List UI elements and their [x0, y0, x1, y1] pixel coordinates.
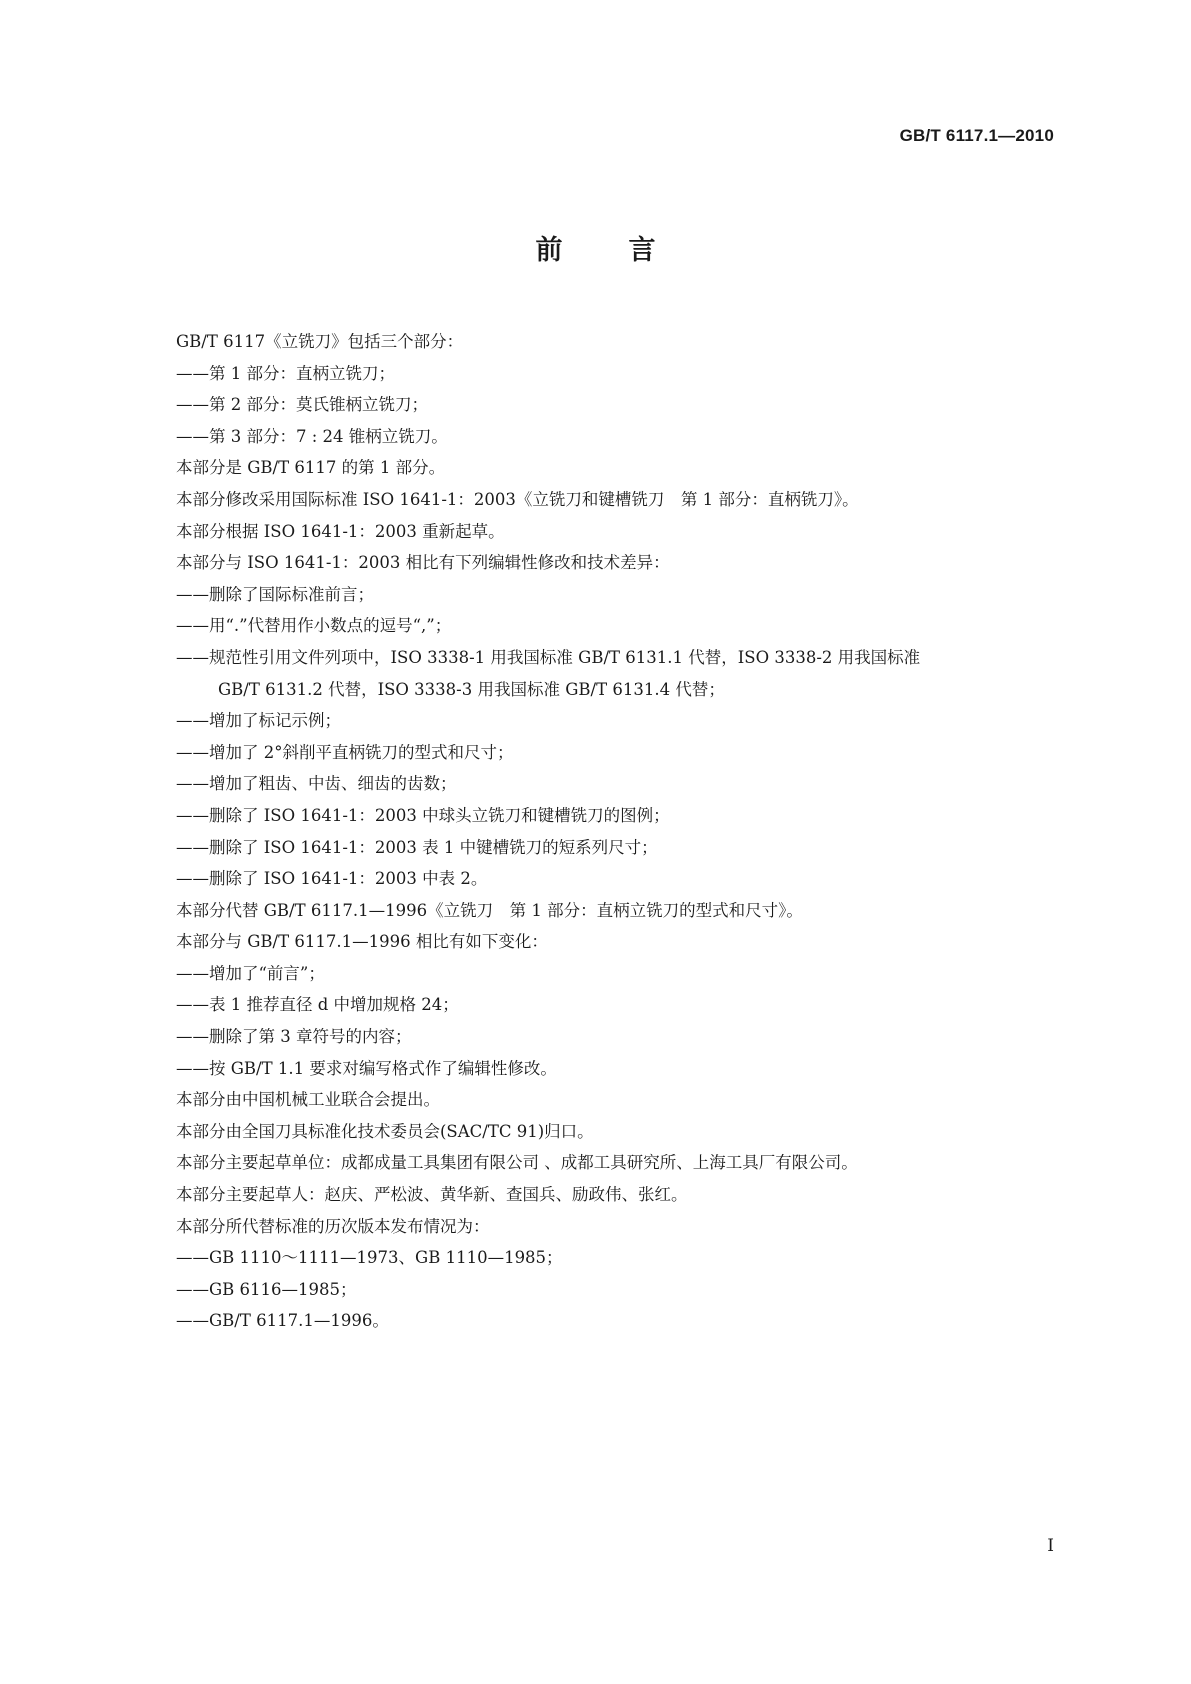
list-item: ——增加了 2°斜削平直柄铣刀的型式和尺寸； — [176, 742, 514, 762]
list-item: ——GB 6116—1985； — [176, 1279, 357, 1299]
list-item: ——增加了“前言”； — [176, 963, 325, 983]
paragraph: 本部分根据 ISO 1641-1：2003 重新起草。 — [176, 521, 505, 541]
list-item: ——删除了第 3 章符号的内容； — [176, 1027, 412, 1047]
list-item: ——删除了国际标准前言； — [176, 584, 374, 604]
paragraph: 本部分主要起草人：赵庆、严松波、黄华新、查国兵、励政伟、张红。 — [176, 1185, 688, 1205]
list-item: ——规范性引用文件列项中，ISO 3338-1 用我国标准 GB/T 6131.1 代替，ISO 3338-2 用我国标准 — [176, 647, 921, 667]
list-item: ——第 1 部分：直柄立铣刀； — [176, 363, 395, 383]
list-item: ——GB/T 6117.1—1996。 — [176, 1311, 389, 1331]
paragraph: 本部分与 ISO 1641-1：2003 相比有下列编辑性修改和技术差异： — [176, 553, 670, 573]
foreword-body — [176, 326, 1056, 1337]
list-item: ——增加了标记示例； — [176, 711, 341, 731]
paragraph: 本部分是 GB/T 6117 的第 1 部分。 — [176, 458, 446, 478]
paragraph: 本部分代替 GB/T 6117.1—1996《立铣刀 第 1 部分：直柄立铣刀的型式和尺寸》。 — [176, 900, 803, 920]
paragraph: 本部分由全国刀具标准化技术委员会(SAC/TC 91)归口。 — [176, 1121, 594, 1141]
page-number: I — [1047, 1536, 1054, 1556]
paragraph: 本部分与 GB/T 6117.1—1996 相比有如下变化： — [176, 932, 548, 952]
list-item: ——第 2 部分：莫氏锥柄立铣刀； — [176, 395, 428, 415]
list-item: ——删除了 ISO 1641-1：2003 表 1 中键槽铣刀的短系列尺寸； — [176, 837, 658, 857]
paragraph: 本部分修改采用国际标准 ISO 1641-1：2003《立铣刀和键槽铣刀 第 1 部分：直柄铣刀》。 — [176, 489, 859, 509]
paragraph: GB/T 6117《立铣刀》包括三个部分： — [176, 332, 464, 351]
list-item: ——表 1 推荐直径 d 中增加规格 24； — [176, 995, 459, 1015]
standard-code: GB/T 6117.1—2010 — [899, 126, 1054, 145]
list-item: ——增加了粗齿、中齿、细齿的齿数； — [176, 774, 457, 794]
list-item-continuation: GB/T 6131.2 代替，ISO 3338-3 用我国标准 GB/T 6131.4 代替； — [218, 679, 725, 699]
paragraph: 本部分所代替标准的历次版本发布情况为： — [176, 1216, 490, 1236]
list-item: ——按 GB/T 1.1 要求对编写格式作了编辑性修改。 — [176, 1058, 557, 1078]
list-item: ——用“.”代替用作小数点的逗号“,”； — [176, 616, 452, 636]
paragraph: 本部分由中国机械工业联合会提出。 — [176, 1090, 440, 1110]
list-item: ——第 3 部分：7 : 24 锥柄立铣刀。 — [176, 426, 448, 446]
page-title: 前言 — [535, 235, 722, 266]
paragraph: 本部分主要起草单位：成都成量工具集团有限公司 、成都工具研究所、上海工具厂有限公司。 — [176, 1153, 858, 1173]
list-item: ——删除了 ISO 1641-1：2003 中球头立铣刀和键槽铣刀的图例； — [176, 805, 670, 825]
list-item: ——删除了 ISO 1641-1：2003 中表 2。 — [176, 869, 488, 889]
list-item: ——GB 1110～1111—1973、GB 1110—1985； — [176, 1248, 563, 1268]
